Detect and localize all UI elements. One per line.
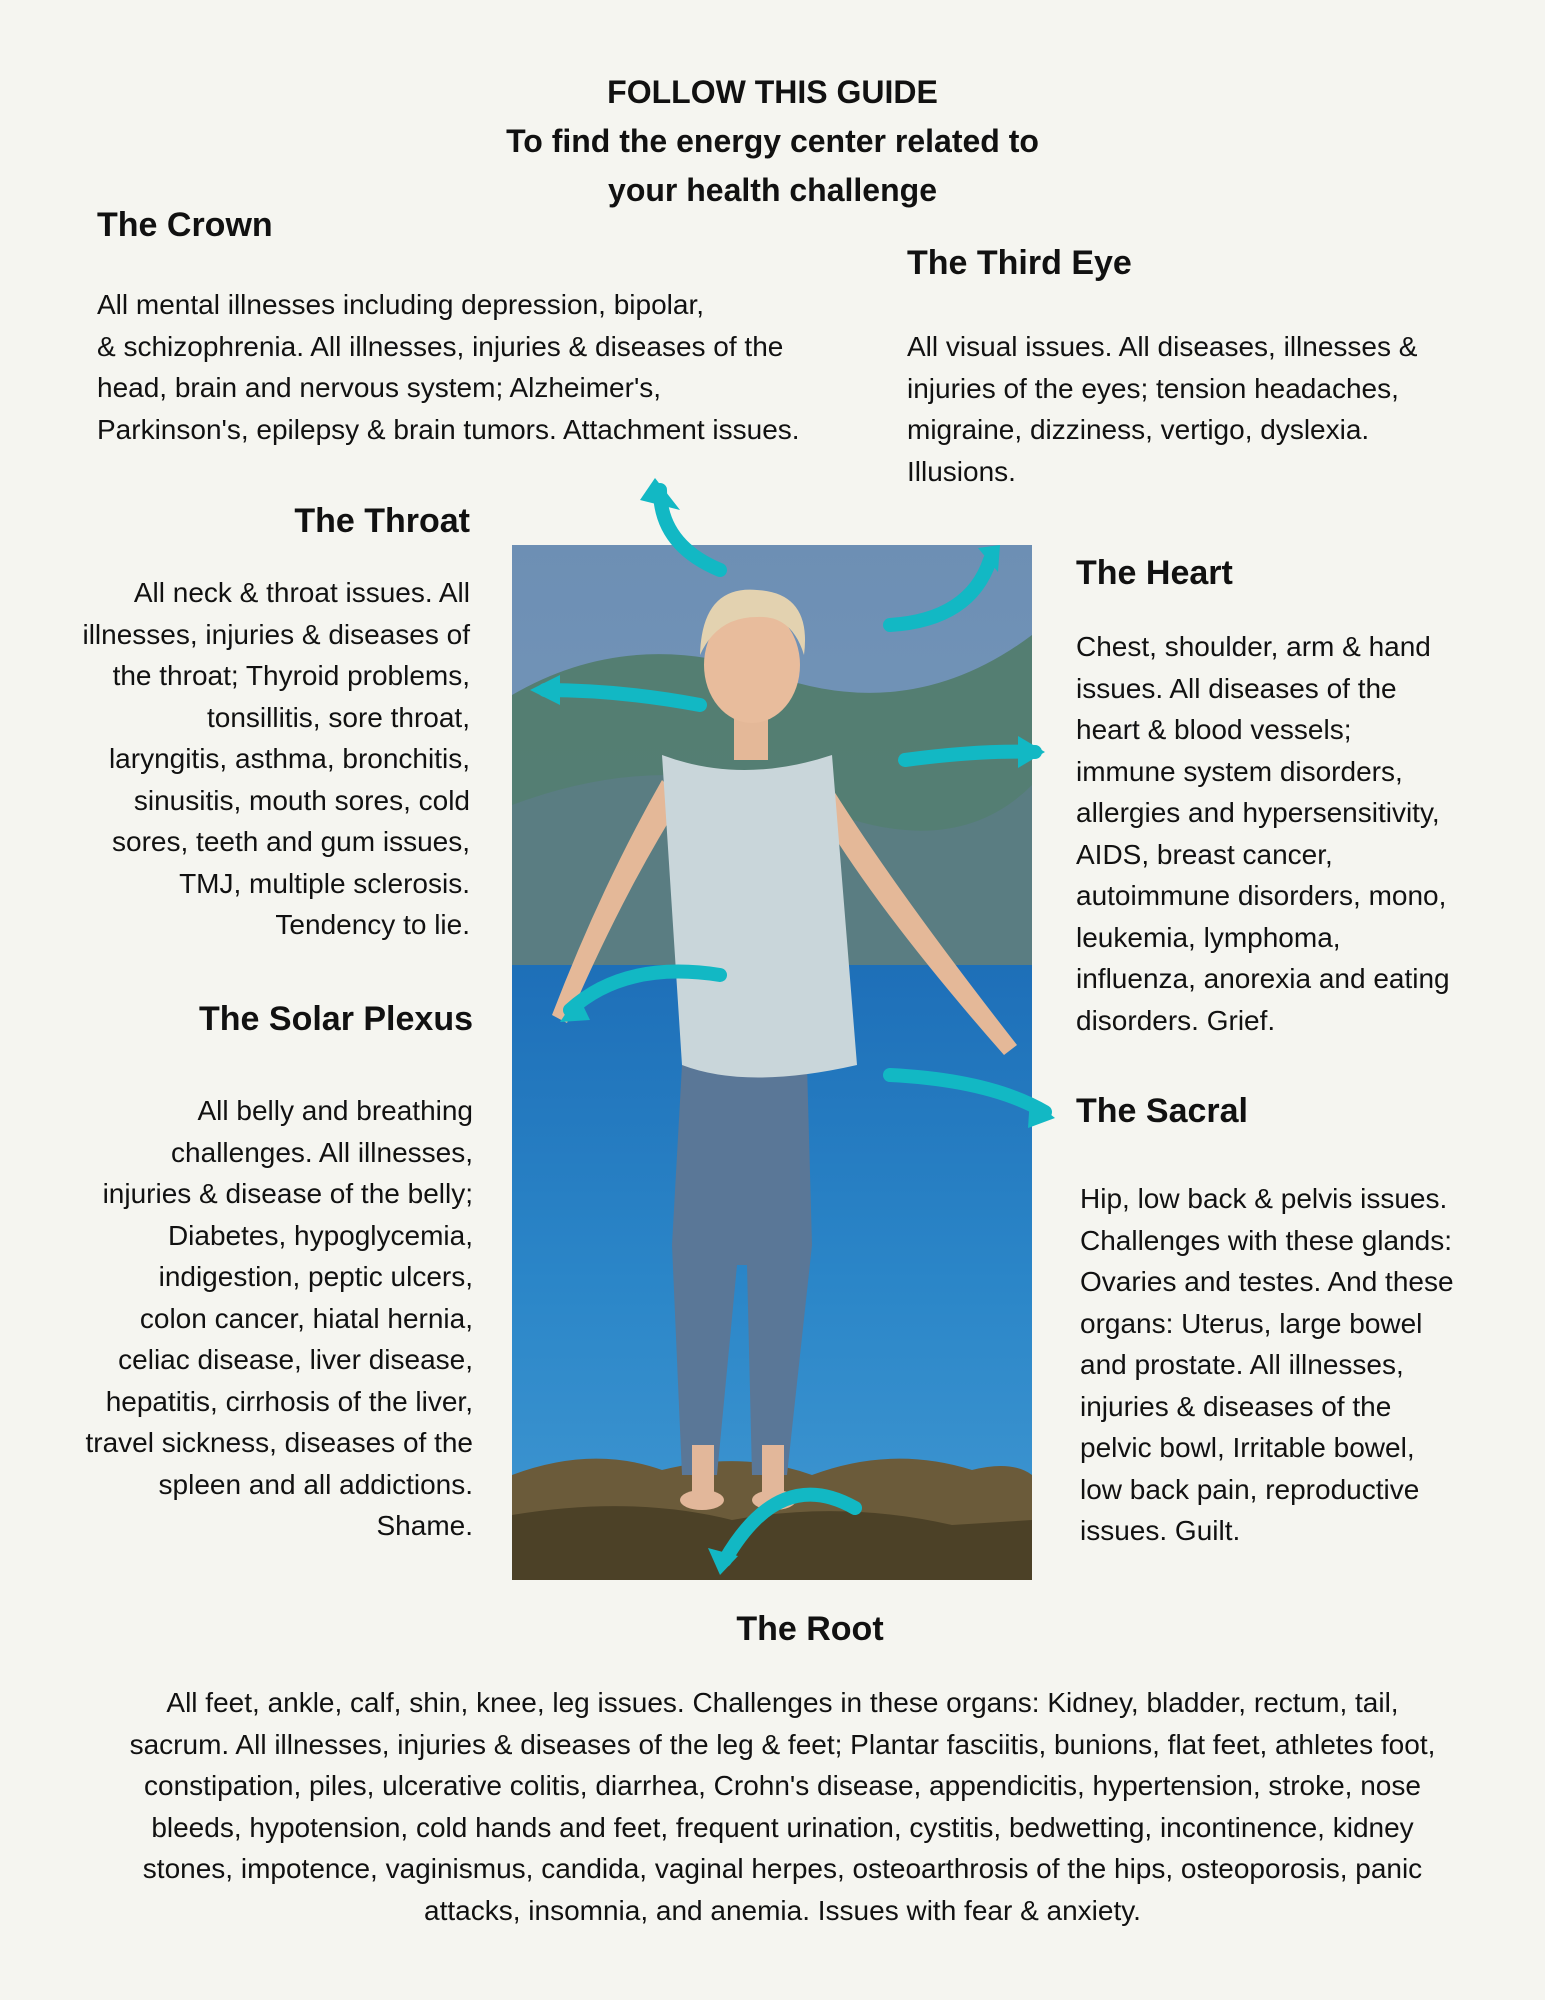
text-line: travel sickness, diseases of the (85, 1427, 473, 1458)
text-line: indigestion, peptic ulcers, (158, 1261, 473, 1292)
text-line: injuries & diseases of the (1080, 1390, 1392, 1422)
text-line: Shame. (376, 1510, 473, 1541)
text-line: injuries & disease of the belly; (102, 1178, 473, 1209)
text-line: tonsillitis, sore throat, (207, 701, 470, 733)
text-line: leukemia, lymphoma, (1076, 921, 1341, 953)
text-line: sinusitis, mouth sores, cold (133, 784, 470, 816)
arrow-head-icon (1028, 1098, 1055, 1128)
text-line: All feet, ankle, calf, shin, knee, leg issues. Challenges in these organs: Kidney, bladder, rectum, tail, (166, 1687, 1399, 1718)
text-line: TMJ, multiple sclerosis. (179, 867, 470, 899)
text-line: sacrum. All illnesses, injuries & diseases of the leg & feet; Plantar fasciitis, bunions, flat feet, athletes foot, (129, 1728, 1436, 1760)
solar-plexus-text (30, 1090, 473, 1547)
sacral-text (1080, 1178, 1454, 1552)
crown-text (97, 284, 800, 450)
text-line: Hip, low back & pelvis issues. (1080, 1183, 1448, 1214)
text-line: Diabetes, hypoglycemia, (167, 1219, 473, 1251)
heart-heading: The Heart (1076, 554, 1233, 592)
text-line: All belly and breathing (197, 1095, 473, 1126)
text-line: organs: Uterus, large bowel (1080, 1307, 1423, 1339)
page-title (400, 68, 1145, 215)
text-line: autoimmune disorders, mono, (1076, 880, 1447, 911)
third-eye-heading: The Third Eye (907, 244, 1132, 282)
text-line: colon cancer, hiatal hernia, (139, 1302, 473, 1334)
woman-photo (512, 545, 1032, 1580)
text-line: pelvic bowl, Irritable bowel, (1080, 1432, 1415, 1463)
throat-heading: The Throat (294, 502, 470, 540)
text-line: allergies and hypersensitivity, (1076, 797, 1440, 828)
text-line: injuries of the eyes; tension headaches, (907, 372, 1399, 404)
title-line: To find the energy center related to (506, 123, 1039, 159)
throat-text (40, 572, 470, 946)
text-line: sores, teeth and gum issues, (112, 826, 470, 857)
text-line: Illusions. (907, 455, 1016, 487)
text-line: influenza, anorexia and eating (1076, 963, 1450, 994)
text-line: disorders. Grief. (1076, 1004, 1276, 1036)
text-line: immune system disorders, (1076, 755, 1403, 787)
text-line: heart & blood vessels; (1076, 714, 1352, 745)
root-heading: The Root (736, 1610, 884, 1648)
title-line: FOLLOW THIS GUIDE (607, 74, 938, 110)
text-line: All neck & throat issues. All (133, 577, 470, 608)
text-line: migraine, dizziness, vertigo, dyslexia. (907, 414, 1370, 445)
text-line: All mental illnesses including depression, bipolar, (97, 289, 705, 320)
solar-plexus-heading: The Solar Plexus (199, 1000, 473, 1038)
text-line: attacks, insomnia, and anemia. Issues with fear & anxiety. (424, 1894, 1141, 1926)
text-line: challenges. All illnesses, (171, 1136, 473, 1168)
text-line: All visual issues. All diseases, illnesses & (907, 331, 1418, 362)
text-line: laryngitis, asthma, bronchitis, (108, 743, 470, 774)
sacral-heading: The Sacral (1076, 1092, 1248, 1130)
photo-illustration (512, 545, 1032, 1580)
text-line: Challenges with these glands: (1080, 1224, 1453, 1256)
text-line: hepatitis, cirrhosis of the liver, (105, 1385, 473, 1417)
text-line: and prostate. All illnesses, (1080, 1349, 1404, 1380)
text-line: Chest, shoulder, arm & hand (1076, 631, 1431, 662)
text-line: Ovaries and testes. And these (1080, 1266, 1454, 1297)
text-line: bleeds, hypotension, cold hands and feet, frequent urination, cystitis, bedwetting, incontinence, kidney (151, 1811, 1414, 1843)
text-line: Tendency to lie. (275, 909, 470, 940)
third-eye-text (907, 326, 1417, 492)
text-line: constipation, piles, ulcerative colitis, diarrhea, Crohn's disease, appendicitis, hypertension, stroke, nose (144, 1770, 1421, 1801)
text-line: issues. Guilt. (1080, 1515, 1241, 1546)
arrow-head-icon (640, 478, 680, 510)
text-line: the throat; Thyroid problems, (112, 660, 470, 691)
title-line: your health challenge (608, 172, 937, 208)
text-line: stones, impotence, vaginismus, candida, vaginal herpes, osteoarthrosis of the hips, osteoporosis, panic (142, 1853, 1423, 1884)
text-line: celiac disease, liver disease, (118, 1344, 473, 1375)
text-line: & schizophrenia. All illnesses, injuries & diseases of the (97, 330, 784, 362)
text-line: spleen and all addictions. (158, 1468, 473, 1500)
heart-text (1076, 626, 1450, 1041)
text-line: Parkinson's, epilepsy & brain tumors. Attachment issues. (97, 413, 800, 445)
text-line: illnesses, injuries & diseases of (82, 618, 470, 650)
text-line: AIDS, breast cancer, (1076, 838, 1333, 870)
text-line: low back pain, reproductive (1080, 1473, 1420, 1505)
root-text (40, 1682, 1525, 1931)
text-line: head, brain and nervous system; Alzheimer's, (97, 372, 662, 403)
crown-heading: The Crown (97, 206, 273, 244)
text-line: issues. All diseases of the (1076, 672, 1397, 704)
